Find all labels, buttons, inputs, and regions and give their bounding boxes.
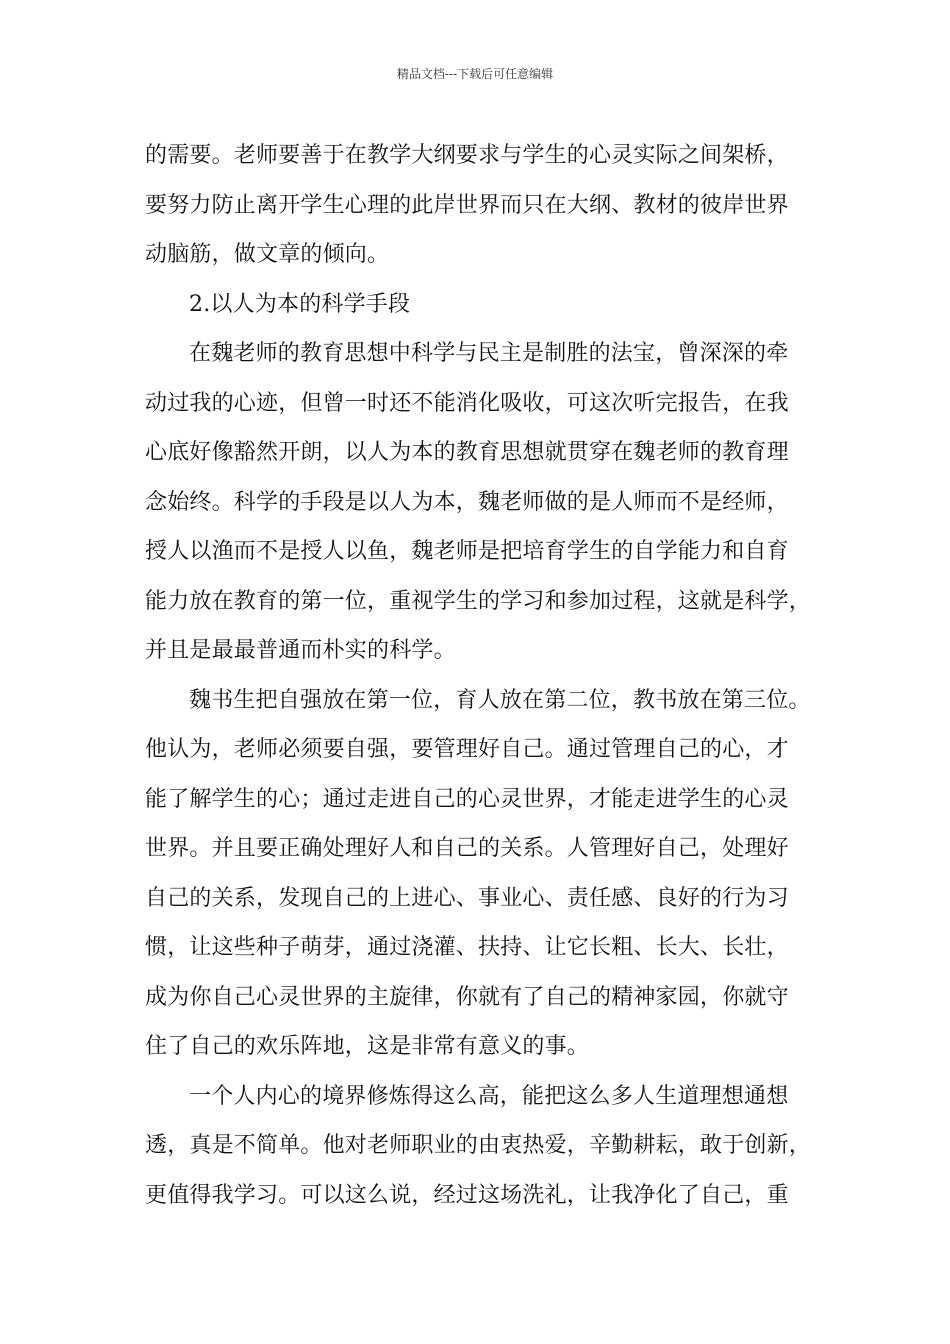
text-line: 惯，让这些种子萌芽，通过浇灌、扶持、让它长粗、长大、长壮， xyxy=(145,935,789,960)
text-line: 念始终。科学的手段是以人为本，魏老师做的是人师而不是经师， xyxy=(145,489,789,515)
text-line: 要努力防止离开学生心理的此岸世界而只在大纲、教材的彼岸世界 xyxy=(145,192,789,218)
text-line: 能了解学生的心；通过走进自己的心灵世界，才能走进学生的心灵 xyxy=(145,786,789,812)
text-line: 成为你自己心灵世界的主旋律，你就有了自己的精神家园，你就守 xyxy=(145,984,789,1010)
text-line: 心底好像豁然开朗，以人为本的教育思想就贯穿在魏老师的教育理 xyxy=(145,440,789,465)
text-line: 一个人内心的境界修炼得这么高，能把这么多人生道理想通想 xyxy=(189,1083,789,1109)
text-line: 并且是最最普通而朴实的科学。 xyxy=(145,638,456,663)
text-line: 动脑筋，做文章的倾向。 xyxy=(145,242,390,267)
text-line: 自己的关系，发现自己的上进心、事业心、责任感、良好的行为习 xyxy=(145,885,789,911)
body-text xyxy=(145,131,825,1220)
text-line: 的需要。老师要善于在教学大纲要求与学生的心灵实际之间架桥， xyxy=(145,143,789,168)
text-line: 住了自己的欢乐阵地，这是非常有意义的事。 xyxy=(145,1034,590,1059)
text-line: 魏书生把自强放在第一位，育人放在第二位，教书放在第三位。 xyxy=(189,687,811,713)
text-line: 在魏老师的教育思想中科学与民主是制胜的法宝，曾深深的牵 xyxy=(189,341,789,366)
text-line: 更值得我学习。可以这么说，经过这场洗礼，让我净化了自己，重 xyxy=(145,1182,789,1208)
text-line: 能力放在教育的第一位，重视学生的学习和参加过程，这就是科学， xyxy=(145,588,812,614)
text-line: 2.以人为本的科学手段 xyxy=(189,291,411,317)
text-line: 授人以渔而不是授人以鱼，魏老师是把培育学生的自学能力和自育 xyxy=(145,539,789,564)
text-line: 他认为，老师必须要自强，要管理好自己。通过管理自己的心，才 xyxy=(145,737,789,762)
text-line: 动过我的心迹，但曾一时还不能消化吸收，可这次听完报告，在我 xyxy=(145,390,789,416)
text-line: 透，真是不简单。他对老师职业的由衷热爱，辛勤耕耘，敢于创新， xyxy=(145,1133,812,1158)
page-header: 精品文档---下载后可任意编辑 xyxy=(396,67,554,81)
text-line: 世界。并且要正确处理好人和自己的关系。人管理好自己，处理好 xyxy=(145,836,789,861)
